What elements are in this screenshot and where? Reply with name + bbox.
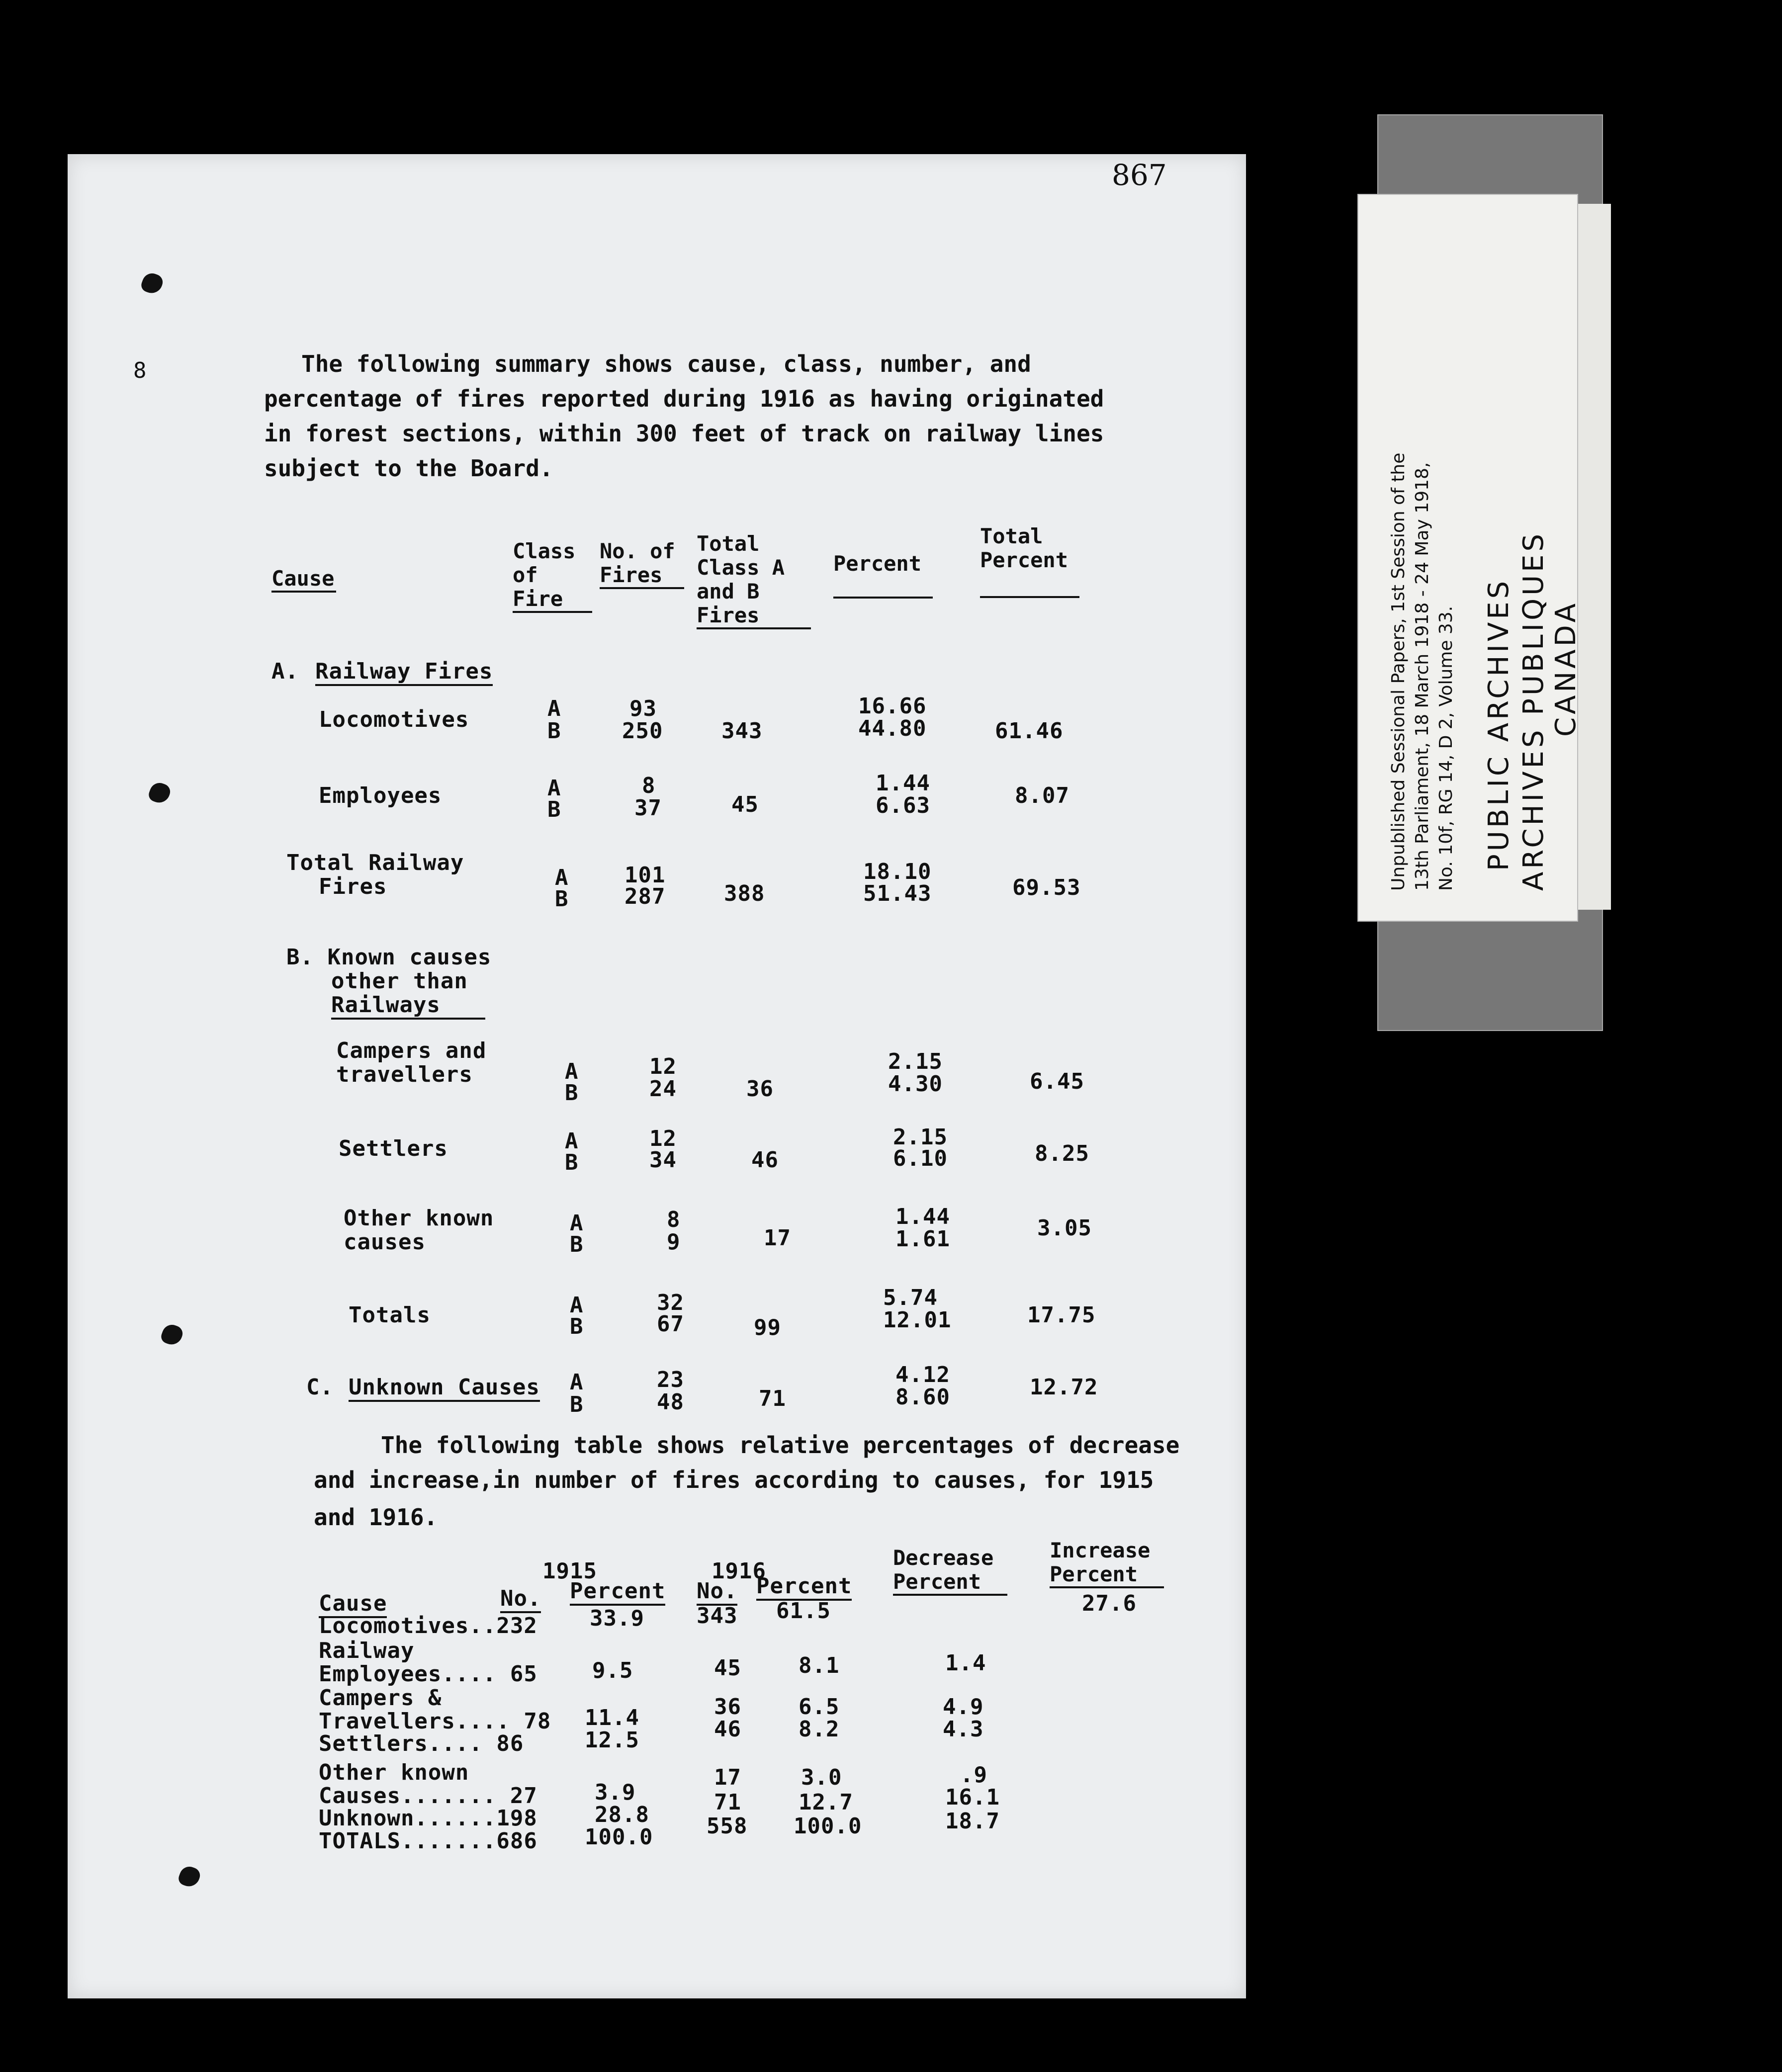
no-a: 23 — [657, 1367, 684, 1392]
header-no-1916: No. — [697, 1578, 737, 1606]
no-a: 8 — [667, 1207, 681, 1232]
class-b: B — [570, 1392, 584, 1417]
no-a: 93 — [629, 696, 657, 721]
class-b: B — [547, 718, 561, 744]
comparison-row-label: TOTALS.......686 — [319, 1828, 537, 1854]
pct-b: 51.43 — [863, 881, 932, 906]
label-citation-line: Unpublished Sessional Papers, 1st Session of the — [1388, 452, 1409, 891]
header-no-1915: No. — [500, 1586, 541, 1613]
section-b-title: Railways — [331, 992, 485, 1020]
paragraph-line: and increase,in number of fires according to causes, for 1915 — [314, 1467, 1154, 1493]
row-label: Settlers — [339, 1136, 448, 1161]
label-citation-line: 13th Parliament, 18 March 1918 - 24 May 1918, — [1412, 462, 1432, 891]
total-pct: 61.46 — [995, 718, 1064, 744]
comparison-row-label: Unknown......198 — [319, 1806, 537, 1831]
year-1916: 1916 — [712, 1558, 766, 1584]
total-ab: 71 — [759, 1386, 786, 1411]
class-a: A — [555, 865, 569, 890]
total-pct: 12.72 — [1030, 1375, 1098, 1400]
percent-1915: 11.4 — [585, 1705, 639, 1730]
section-a-prefix: A. — [271, 659, 299, 684]
pct-a: 1.44 — [876, 771, 930, 796]
no-1916: 46 — [714, 1717, 741, 1742]
header-percent-1915: Percent — [570, 1578, 665, 1606]
header-increase: Increase Percent — [1050, 1539, 1164, 1588]
binder-hole — [177, 1864, 202, 1889]
row-label: Fires — [319, 874, 387, 899]
label-citation-line: No. 10f, RG 14, D 2, Volume 33. — [1436, 605, 1456, 891]
total-ab: 343 — [721, 718, 763, 744]
row-label: Campers and — [336, 1038, 487, 1063]
no-1916: 558 — [707, 1813, 748, 1839]
section-c-prefix: C. — [306, 1375, 334, 1400]
percent-1916: 8.1 — [799, 1653, 840, 1678]
pct-b: 6.10 — [893, 1146, 948, 1171]
no-a: 32 — [657, 1290, 684, 1315]
header-percent: Percent — [833, 552, 933, 599]
label-archive-name: ARCHIVES PUBLIQUES — [1517, 530, 1550, 891]
total-ab: 45 — [731, 792, 759, 817]
intro-line: in forest sections, within 300 feet of track on railway lines — [264, 420, 1104, 447]
row-label: Totals — [349, 1302, 431, 1328]
percent-1915: 28.8 — [595, 1802, 649, 1827]
no-b: 34 — [649, 1147, 677, 1173]
class-b: B — [570, 1232, 584, 1257]
percent-1916: 12.7 — [799, 1790, 853, 1815]
percent-1915: 33.9 — [590, 1606, 644, 1631]
header-total-class: Total Class A and B Fires — [697, 532, 811, 629]
page-number: 867 — [1112, 158, 1167, 192]
no-b: 67 — [657, 1311, 684, 1337]
percent-1916: 100.0 — [794, 1813, 862, 1839]
comparison-row-label: Locomotives..232 — [319, 1613, 537, 1639]
total-pct: 8.07 — [1015, 783, 1069, 808]
total-pct: 17.75 — [1027, 1302, 1096, 1328]
class-b: B — [570, 1314, 584, 1339]
class-b: B — [565, 1080, 579, 1106]
no-1916: 17 — [714, 1765, 741, 1790]
total-ab: 17 — [764, 1225, 791, 1251]
intro-line: percentage of fires reported during 1916 as having originated — [264, 385, 1104, 412]
class-b: B — [555, 886, 569, 912]
binder-hole — [159, 1322, 184, 1347]
no-1916: 71 — [714, 1790, 741, 1815]
binder-hole — [147, 780, 172, 805]
label-strip — [1576, 204, 1611, 910]
percent-1915: 12.5 — [585, 1727, 639, 1753]
comparison-row-label: Settlers.... 86 — [319, 1731, 524, 1756]
percent-1916: 8.2 — [799, 1717, 840, 1742]
row-label: Total Railway — [286, 850, 464, 875]
header-total-percent: Total Percent — [980, 524, 1079, 598]
class-a: A — [547, 696, 561, 721]
header-decrease: Decrease Percent — [893, 1546, 1007, 1596]
comparison-row-label: Other known — [319, 1760, 469, 1785]
decrease-value: 4.9 — [943, 1694, 984, 1720]
comparison-row-label: Employees.... 65 — [319, 1661, 537, 1687]
no-a: 12 — [649, 1054, 677, 1079]
percent-1916: 61.5 — [776, 1598, 831, 1624]
no-1916: 45 — [714, 1655, 741, 1681]
no-a: 12 — [649, 1126, 677, 1151]
total-ab: 36 — [746, 1076, 774, 1102]
total-ab: 46 — [751, 1147, 779, 1173]
paragraph-line: and 1916. — [314, 1504, 438, 1531]
section-a-title: Railway Fires — [315, 659, 493, 686]
class-a: A — [570, 1293, 584, 1318]
pct-a: 4.12 — [895, 1362, 950, 1387]
label-archive-name: CANADA — [1550, 600, 1582, 737]
header-class-of-fire: Class of Fire — [513, 539, 592, 613]
no-b: 287 — [624, 884, 666, 909]
row-label: travellers — [336, 1062, 473, 1087]
pct-a: 5.74 — [883, 1285, 938, 1310]
class-a: A — [565, 1059, 579, 1084]
binder-hole — [139, 270, 165, 296]
pct-a: 1.44 — [895, 1204, 950, 1229]
header-no-of-fires: No. of Fires — [600, 539, 684, 589]
decrease-value: 18.7 — [945, 1809, 1000, 1834]
total-ab: 388 — [724, 881, 765, 906]
intro-line: subject to the Board. — [264, 455, 553, 482]
section-b-title: other than — [331, 968, 468, 994]
header-cause: Cause — [319, 1591, 387, 1618]
total-pct: 3.05 — [1037, 1215, 1092, 1241]
increase-value: 27.6 — [1082, 1591, 1137, 1616]
row-label: Locomotives — [319, 707, 469, 732]
comparison-row-label: Travellers.... 78 — [319, 1709, 551, 1734]
header-percent-1916: Percent — [756, 1573, 852, 1601]
class-b: B — [565, 1150, 579, 1175]
no-a: 101 — [624, 863, 666, 888]
class-a: A — [570, 1210, 584, 1236]
pct-b: 8.60 — [895, 1384, 950, 1410]
pct-a: 16.66 — [858, 693, 927, 719]
class-a: A — [547, 776, 561, 801]
comparison-row-label: Campers & — [319, 1685, 442, 1711]
no-b: 9 — [667, 1229, 681, 1255]
class-b: B — [547, 797, 561, 822]
document-page — [68, 154, 1246, 1998]
margin-number: 8 — [133, 358, 147, 383]
no-b: 48 — [657, 1389, 684, 1415]
total-pct: 6.45 — [1030, 1069, 1084, 1094]
no-a: 8 — [642, 773, 656, 798]
percent-1915: 100.0 — [585, 1824, 653, 1850]
row-label: Employees — [319, 783, 442, 808]
percent-1915: 9.5 — [592, 1658, 633, 1683]
section-b-title: B. Known causes — [286, 945, 492, 970]
class-a: A — [570, 1370, 584, 1395]
percent-1915: 3.9 — [595, 1780, 636, 1805]
label-archive-name: PUBLIC ARCHIVES — [1483, 578, 1515, 871]
percent-1916: 6.5 — [799, 1694, 840, 1720]
label-card — [1357, 194, 1582, 922]
comparison-row-label: Causes....... 27 — [319, 1783, 537, 1809]
pct-b: 6.63 — [876, 793, 930, 818]
pct-b: 44.80 — [858, 716, 927, 741]
no-1916: 343 — [697, 1603, 738, 1629]
no-b: 24 — [649, 1076, 677, 1102]
decrease-value: 16.1 — [945, 1785, 1000, 1810]
total-ab: 99 — [754, 1315, 781, 1340]
section-c-title: Unknown Causes — [349, 1375, 540, 1402]
pct-b: 12.01 — [883, 1307, 952, 1333]
percent-1916: 3.0 — [801, 1765, 842, 1790]
no-b: 37 — [634, 795, 662, 821]
intro-line: The following summary shows cause, class, number, and — [301, 350, 1031, 377]
pct-b: 1.61 — [895, 1226, 950, 1252]
decrease-value: 4.3 — [943, 1717, 984, 1742]
year-1915: 1915 — [542, 1558, 597, 1584]
class-a: A — [565, 1128, 579, 1154]
total-pct: 8.25 — [1035, 1141, 1089, 1166]
comparison-row-label: Railway — [319, 1638, 415, 1663]
pct-a: 2.15 — [888, 1049, 943, 1074]
decrease-value: 1.4 — [945, 1650, 986, 1676]
pct-b: 4.30 — [888, 1071, 943, 1097]
no-1916: 36 — [714, 1694, 741, 1720]
no-b: 250 — [622, 718, 663, 744]
pct-a: 2.15 — [893, 1124, 948, 1150]
archive-label — [1357, 114, 1581, 1029]
pct-a: 18.10 — [863, 859, 932, 884]
row-label: Other known — [344, 1206, 494, 1231]
header-cause: Cause — [271, 567, 336, 593]
decrease-value: .9 — [960, 1762, 987, 1788]
total-pct: 69.53 — [1012, 875, 1081, 900]
row-label: causes — [344, 1229, 426, 1255]
paragraph-line: The following table shows relative percentages of decrease — [381, 1432, 1180, 1459]
